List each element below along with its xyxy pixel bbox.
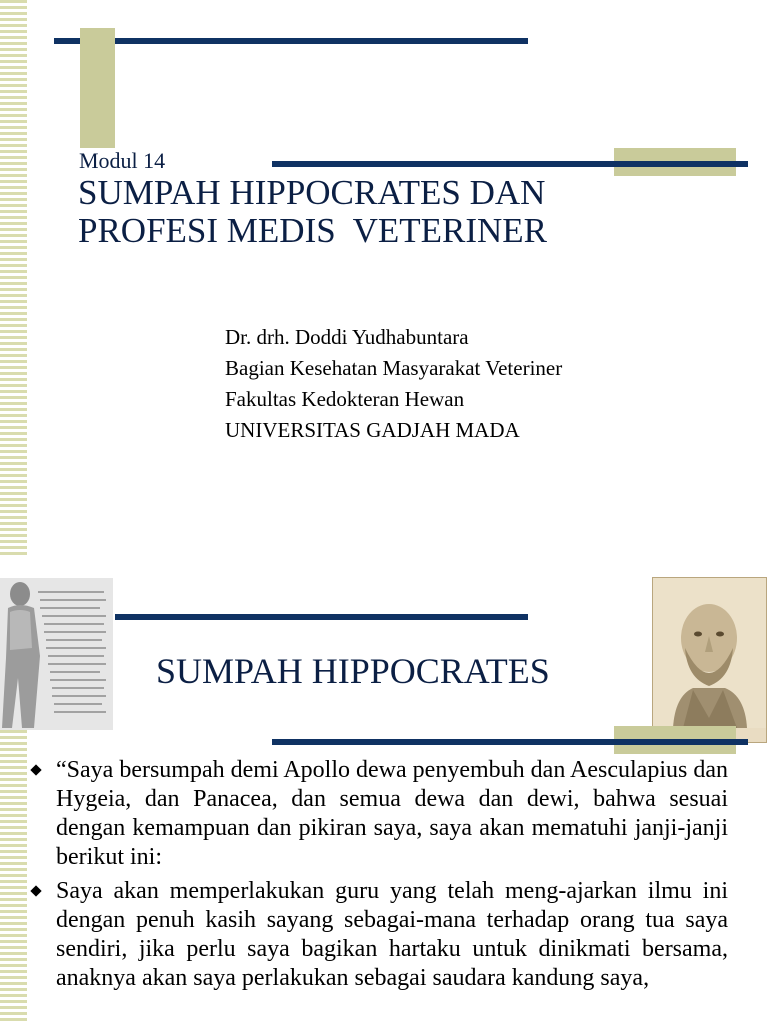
list-item <box>30 756 728 872</box>
hippocrates-bust-illustration <box>653 578 766 728</box>
diamond-bullet-icon <box>30 885 41 896</box>
left-stripes-top <box>0 0 27 555</box>
author-faculty: Fakultas Kedokteran Hewan <box>225 387 465 411</box>
top-olive-block <box>80 28 115 148</box>
sub-navy-bar-bottom <box>272 739 748 745</box>
title-line-2: PROFESI MEDIS VETERINER <box>78 211 547 250</box>
top-navy-bar <box>54 38 528 44</box>
oath-bullet-list <box>30 756 728 998</box>
author-department: Bagian Kesehatan Masyarakat Veteriner <box>225 356 563 380</box>
list-item <box>30 877 728 993</box>
section-title: SUMPAH HIPPOCRATES <box>156 651 550 691</box>
title-navy-bar-overlay <box>614 161 748 167</box>
slide-title <box>78 174 638 250</box>
title-line-1: SUMPAH HIPPOCRATES DAN <box>78 173 546 212</box>
statue-illustration <box>0 578 113 730</box>
module-label: Modul 14 <box>79 148 166 173</box>
left-stripes-bottom <box>0 730 27 1024</box>
sub-navy-bar-top <box>115 614 528 620</box>
author-block <box>225 322 562 446</box>
bullet-text: Saya akan memperlakukan guru yang telah meng-ajarkan ilmu ini dengan penuh kasih sayang sebagai-mana terhadap orang tua saya sendiri, jika perlu saya bagikan hartaku untuk dinikmati bersama, anaknya akan saya perlakukan sebagai saudara kandung saya, <box>56 878 728 991</box>
author-name: Dr. drh. Doddi Yudhabuntara <box>225 325 469 349</box>
author-university: UNIVERSITAS GADJAH MADA <box>225 418 520 442</box>
bullet-text: “Saya bersumpah demi Apollo dewa penyembuh dan Aesculapius dan Hygeia, dan Panacea, dan semua dewa dan dewi, bahwa sesuai dengan kemampuan dan pikiran saya, saya akan mematuhi janji-janji berikut ini: <box>56 757 728 870</box>
statue-image <box>0 578 113 730</box>
hippocrates-portrait <box>652 577 767 743</box>
diamond-bullet-icon <box>30 764 41 775</box>
